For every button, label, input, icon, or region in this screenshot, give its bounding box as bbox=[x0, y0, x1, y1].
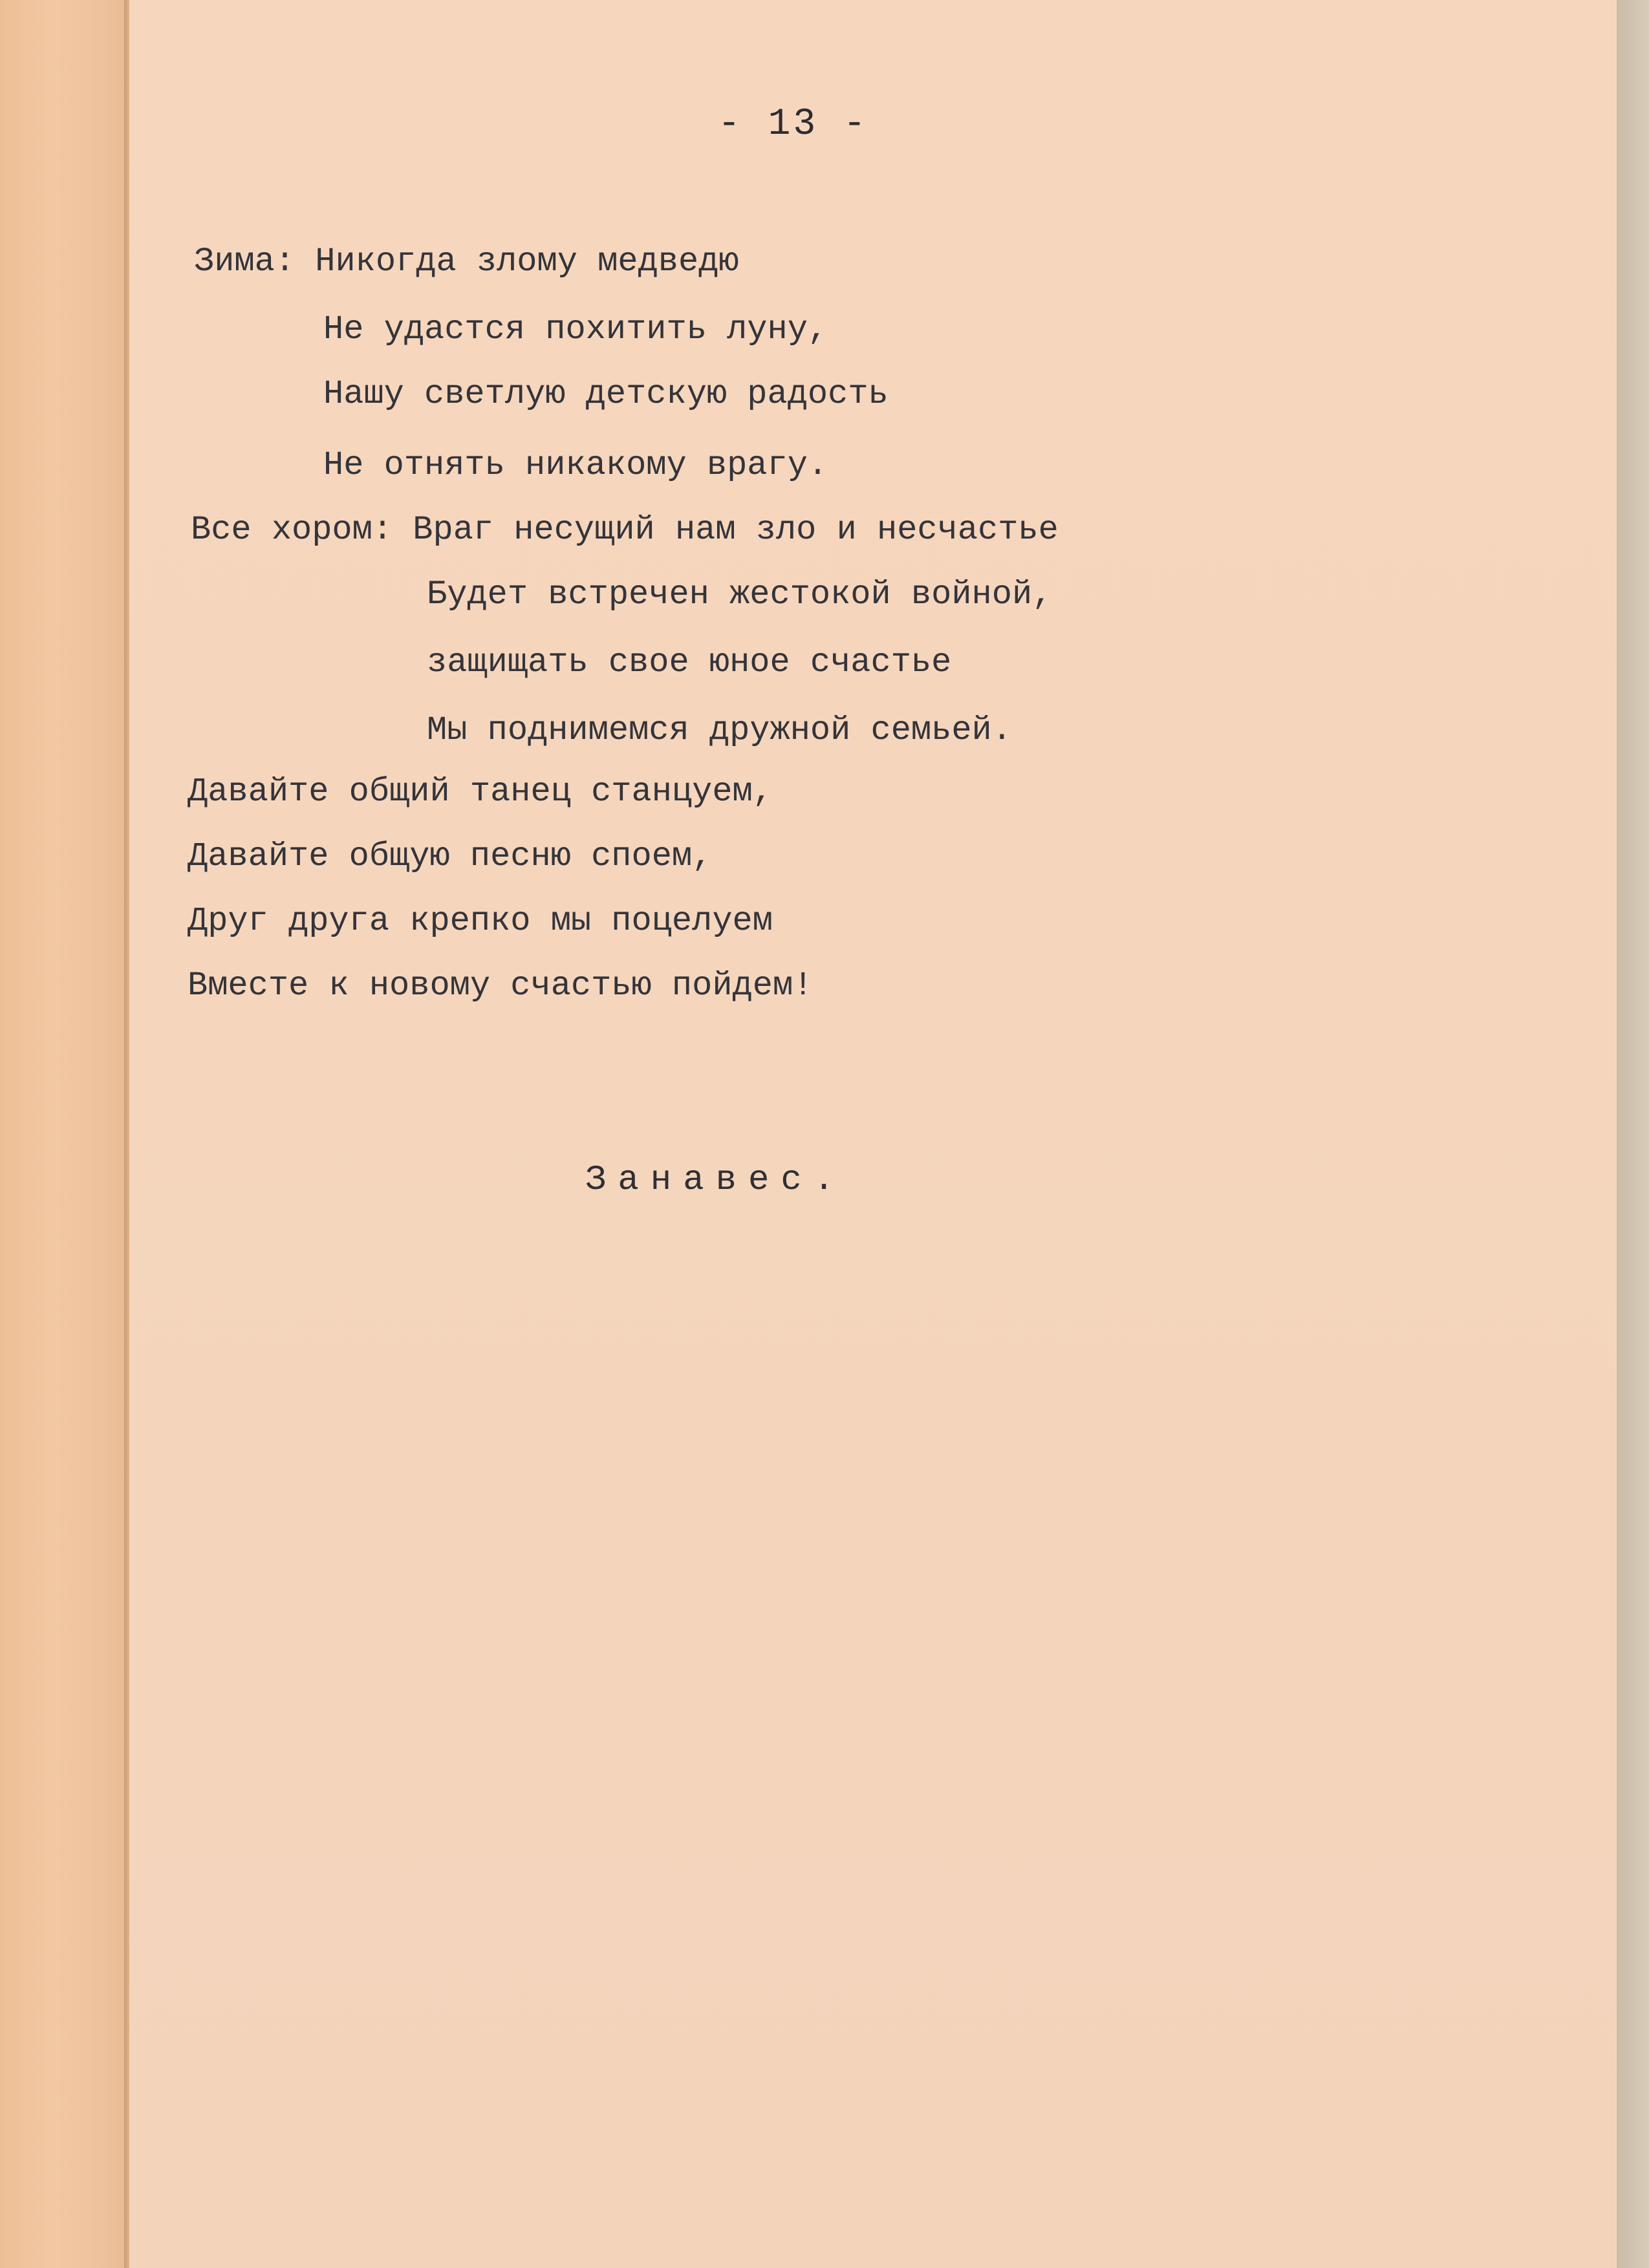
stanza-2-line-4: Мы поднимемся дружной семьей. bbox=[427, 711, 1012, 749]
stanza-1-line-3: Нашу светлую детскую радость bbox=[323, 375, 889, 413]
stanza-3-line-1: Давайте общий танец станцуем, bbox=[188, 773, 773, 811]
speaker-zima: Зима: bbox=[194, 242, 296, 281]
stanza-1-line-2: Не удастся похитить луну, bbox=[323, 310, 828, 348]
stanza-3-line-4: Вместе к новому счастью пойдем! bbox=[188, 967, 814, 1005]
stanza-1-line-4: Не отнять никакому врагу. bbox=[323, 446, 828, 484]
verse-line: Никогда злому медведю bbox=[315, 242, 739, 281]
verse-line: Враг несущий нам зло и несчастье bbox=[413, 511, 1059, 549]
stanza-3-line-3: Друг друга крепко мы поцелуем bbox=[188, 902, 773, 940]
stanza-3-line-2: Давайте общую песню споем, bbox=[188, 837, 713, 875]
binding-strip bbox=[0, 0, 129, 2268]
stanza-2-line-2: Будет встречен жестокой войной, bbox=[427, 575, 1053, 614]
stanza-1-line-1 bbox=[194, 242, 739, 281]
speaker-chorus: Все хором: bbox=[191, 511, 393, 549]
stanza-2-line-1 bbox=[191, 511, 1059, 550]
curtain-stage-direction: Занавес. bbox=[585, 1161, 846, 1200]
stanza-2-line-3: защищать свое юное счастье bbox=[427, 643, 952, 681]
page-number: - 13 - bbox=[718, 103, 868, 145]
page-edge bbox=[1617, 0, 1649, 2268]
